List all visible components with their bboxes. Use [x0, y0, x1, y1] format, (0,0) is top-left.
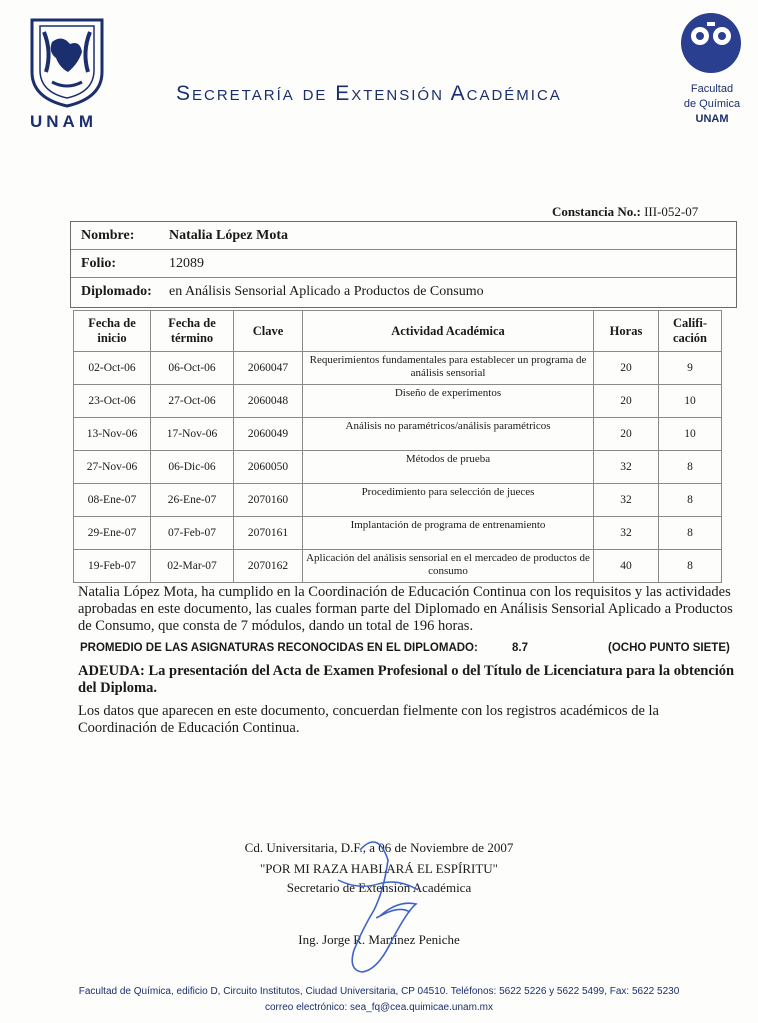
promedio-label: PROMEDIO DE LAS ASIGNATURAS RECONOCIDAS EN EL DIPLOMADO:: [80, 642, 478, 654]
diplomado-row: [71, 278, 736, 305]
cell-horas: 40: [594, 550, 659, 583]
constancia-value: III-052-07: [644, 204, 699, 219]
cell-termino: 02-Mar-07: [151, 550, 234, 583]
cell-horas: 20: [594, 385, 659, 418]
cell-inicio: 23-Oct-06: [74, 385, 151, 418]
promedio-value: 8.7: [512, 642, 528, 654]
cell-clave: 2060048: [234, 385, 303, 418]
header-fecha-termino: Fecha de término: [151, 311, 234, 352]
header-horas: Horas: [594, 311, 659, 352]
cell-clave: 2060047: [234, 352, 303, 385]
cell-inicio: 19-Feb-07: [74, 550, 151, 583]
signatory-name: Ing. Jorge R. Martínez Peniche: [298, 932, 460, 947]
cell-calif: 8: [659, 484, 722, 517]
cell-termino: 26-Ene-07: [151, 484, 234, 517]
cell-calif: 9: [659, 352, 722, 385]
faculty-line1: Facultad: [690, 83, 734, 95]
office-title: Secretaría de Extensión Académica: [176, 82, 562, 105]
motto: "POR MI RAZA HABLARÁ EL ESPÍRITU": [259, 861, 498, 876]
constancia-number: [552, 204, 698, 220]
cell-horas: 32: [594, 451, 659, 484]
diplomado-value: en Análisis Sensorial Aplicado a Productos de Consumo: [169, 284, 484, 299]
folio-label: Folio:: [81, 256, 116, 271]
faculty-line2: de Química: [683, 98, 741, 110]
header-actividad: Actividad Académica: [303, 311, 594, 352]
cell-actividad: Análisis no paramétricos/análisis paramétricos: [303, 418, 594, 451]
cell-actividad: Aplicación del análisis sensorial en el mercadeo de productos de consumo: [303, 550, 594, 583]
cell-actividad: Diseño de experimentos: [303, 385, 594, 418]
cell-inicio: 13-Nov-06: [74, 418, 151, 451]
cell-clave: 2070161: [234, 517, 303, 550]
cell-clave: 2060049: [234, 418, 303, 451]
constancia-label: Constancia No.:: [552, 204, 641, 219]
cell-horas: 32: [594, 517, 659, 550]
table-row: [74, 484, 722, 517]
cell-termino: 07-Feb-07: [151, 517, 234, 550]
table-header-row: [74, 311, 722, 352]
cell-termino: 17-Nov-06: [151, 418, 234, 451]
cell-actividad: Métodos de prueba: [303, 451, 594, 484]
cell-horas: 20: [594, 418, 659, 451]
cell-calif: 8: [659, 517, 722, 550]
cell-horas: 32: [594, 484, 659, 517]
unam-label: UNAM: [30, 112, 97, 131]
table-row: [74, 550, 722, 583]
footer-address: Facultad de Química, edificio D, Circuito Institutos, Ciudad Universitaria, CP 04510. Teléfonos: 5622 5226 y 5622 5499, Fax: 5622 5230: [78, 986, 680, 997]
table-row: [74, 451, 722, 484]
cell-actividad: Implantación de programa de entrenamiento: [303, 517, 594, 550]
faculty-logo-icon: [680, 12, 742, 74]
faculty-name: [666, 82, 758, 127]
cell-actividad: Procedimiento para selección de jueces: [303, 484, 594, 517]
promedio-words: (OCHO PUNTO SIETE): [608, 642, 730, 654]
cell-clave: 2070162: [234, 550, 303, 583]
cell-calif: 10: [659, 418, 722, 451]
folio-value: 12089: [169, 256, 204, 271]
closing-paragraph: Los datos que aparecen en este documento, concuerdan fielmente con los registros académicos de la Coordinación de Educación Continua.: [78, 703, 659, 736]
diplomado-label: Diplomado:: [81, 284, 152, 299]
course-table: [73, 310, 722, 583]
cell-inicio: 27-Nov-06: [74, 451, 151, 484]
header-fecha-inicio: Fecha de inicio: [74, 311, 151, 352]
unam-seal-icon: [22, 12, 112, 108]
signatory-role: Secretario de Extensión Académica: [286, 880, 472, 895]
handwritten-signature-icon: [318, 820, 428, 980]
nombre-label: Nombre:: [81, 228, 135, 243]
nombre-value: Natalia López Mota: [169, 228, 288, 243]
footer-email: correo electrónico: sea_fq@cea.quimicae.unam.mx: [264, 1002, 494, 1013]
cell-inicio: 08-Ene-07: [74, 484, 151, 517]
cell-actividad: Requerimientos fundamentales para establecer un programa de análisis sensorial: [303, 352, 594, 385]
cell-calif: 8: [659, 451, 722, 484]
student-info-box: [70, 221, 737, 308]
cell-inicio: 02-Oct-06: [74, 352, 151, 385]
cell-calif: 10: [659, 385, 722, 418]
cell-termino: 06-Dic-06: [151, 451, 234, 484]
cell-inicio: 29-Ene-07: [74, 517, 151, 550]
table-row: [74, 352, 722, 385]
cell-clave: 2060050: [234, 451, 303, 484]
cell-termino: 27-Oct-06: [151, 385, 234, 418]
nombre-row: [71, 222, 736, 250]
place-date: Cd. Universitaria, D.F., a 06 de Noviembre de 2007: [244, 840, 514, 855]
faculty-line3: UNAM: [695, 113, 729, 125]
adeuda-paragraph: ADEUDA: La presentación del Acta de Examen Profesional o del Título de Licenciatura para la obtención del Diploma.: [78, 663, 735, 696]
completion-paragraph: Natalia López Mota, ha cumplido en la Coordinación de Educación Continua con los requisitos y las actividades aprobadas en este documento, las cuales forman parte del Diplomado en Análisis Sensorial Aplicado a Productos de Consumo, que consta de 7 módulos, dando un total de 196 horas.: [78, 584, 733, 634]
cell-calif: 8: [659, 550, 722, 583]
cell-termino: 06-Oct-06: [151, 352, 234, 385]
table-row: [74, 517, 722, 550]
header-clave: Clave: [234, 311, 303, 352]
cell-horas: 20: [594, 352, 659, 385]
folio-row: [71, 250, 736, 278]
header-calificacion: Califi-cación: [659, 311, 722, 352]
table-row: [74, 385, 722, 418]
table-row: [74, 418, 722, 451]
cell-clave: 2070160: [234, 484, 303, 517]
